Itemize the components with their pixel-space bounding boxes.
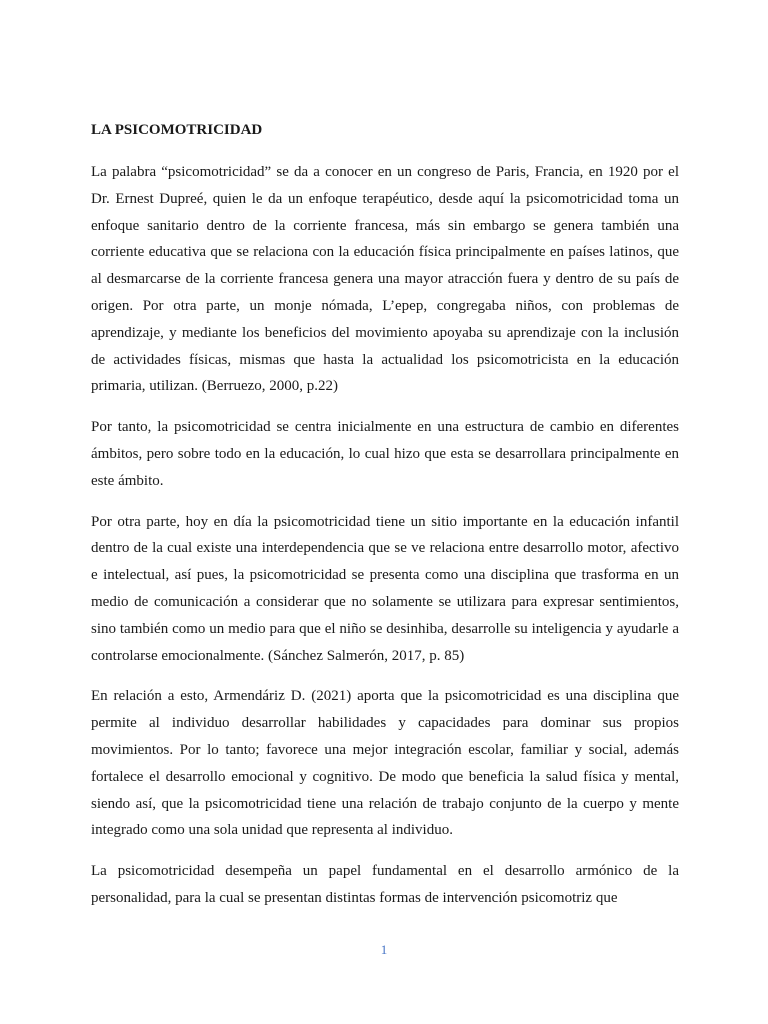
page-number: 1: [380, 942, 388, 957]
paragraph-2: Por tanto, la psicomotricidad se centra inicialmente en una estructura de cambio en diferentes ámbitos, pero sobre todo en la educación, lo cual hizo que esta se desarrollara principalmente en este ámbito.: [91, 419, 679, 489]
paragraph-4: En relación a esto, Armendáriz D. (2021) aporta que la psicomotricidad es una disciplina que permite al individuo desarrollar habilidades y capacidades para dominar sus propios movimientos. Por lo tanto; favorece una mejor integración escolar, familiar y social, además fortalece el desarrollo emocional y cognitivo. De modo que beneficia la salud física y mental, siendo así, que la psicomotricidad tiene una relación de trabajo conjunto de la cuerpo y mente integrado como una sola unidad que representa al individuo.: [91, 688, 679, 839]
document-body: [91, 118, 679, 926]
paragraph-3: Por otra parte, hoy en día la psicomotricidad tiene un sitio importante en la educación infantil dentro de la cual existe una interdependencia que se ve relaciona entre desarrollo motor, afectivo e intelectual, así pues, la psicomotricidad se presenta como una disciplina que trasforma en un medio de comunicación a considerar que no solamente se utilizara para expresar sentimientos, sino también como un medio para que el niño se desinhiba, desarrolle su inteligencia y ayudarle a controlarse emocionalmente. (Sánchez Salmerón, 2017, p. 85): [91, 513, 679, 664]
paragraph-1: La palabra “psicomotricidad” se da a conocer en un congreso de Paris, Francia, en 1920 por el Dr. Ernest Dupreé, quien le da un enfoque terapéutico, desde aquí la psicomotricidad toma un enfoque sanitario dentro de la corriente francesa, más sin embargo se genera también una corriente educativa que se relaciona con la educación física principalmente en países latinos, que al desmarcarse de la corriente francesa genera una mayor atracción fuera y dentro de su país de origen. Por otra parte, un monje nómada, L’epep, congregaba niños, con problemas de aprendizaje, y mediante los beneficios del movimiento apoyaba su aprendizaje con la inclusión de actividades físicas, mismas que hasta la actualidad los psicomotricista en la educación primaria, utilizan. (Berruezo, 2000, p.22): [91, 164, 679, 395]
paragraph-5: La psicomotricidad desempeña un papel fundamental en el desarrollo armónico de la personalidad, para la cual se presentan distintas formas de intervención psicomotriz que: [91, 863, 679, 906]
document-title: LA PSICOMOTRICIDAD: [91, 122, 263, 138]
